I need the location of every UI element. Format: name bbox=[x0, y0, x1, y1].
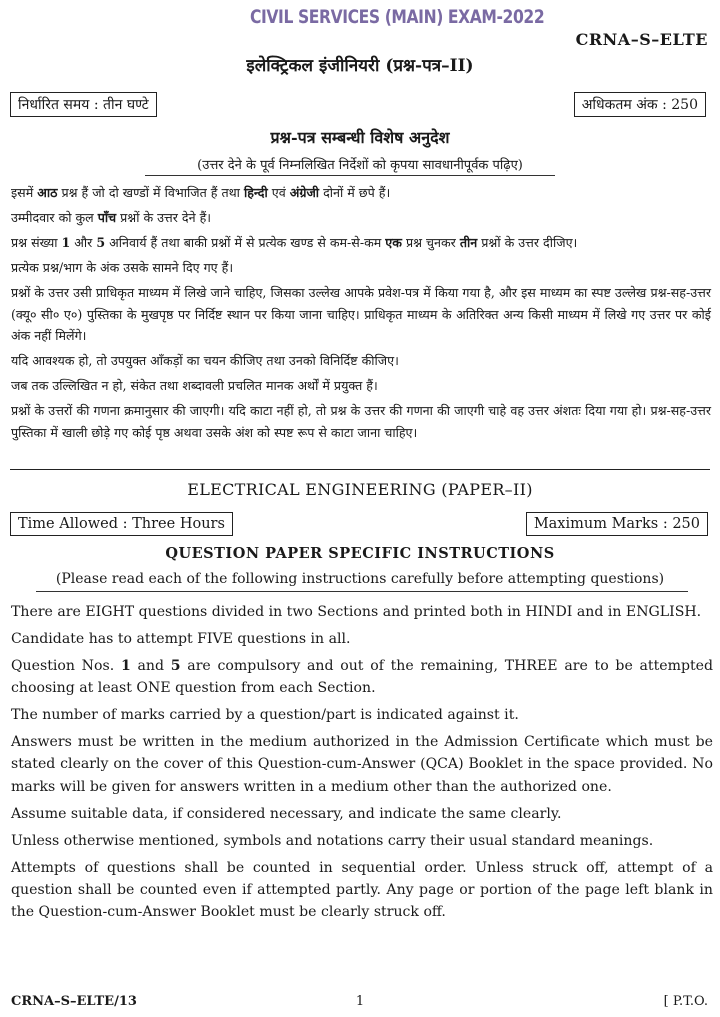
please-turn-over: [ P.T.O. bbox=[663, 994, 708, 1009]
english-instructions-subheading: (Please read each of the following instructions carefully before attempting questions) bbox=[55, 571, 665, 587]
hindi-instructions-subheading: (उत्तर देने के पूर्व निम्नलिखित निर्देशों को कृपया सावधानीपूर्वक पढ़िए) bbox=[197, 158, 523, 173]
paper-code: CRNA–S–ELTE bbox=[575, 30, 708, 49]
hindi-instruction-1: इसमें आठ प्रश्न हैं जो दो खण्डों में विभाजित हैं तथा हिन्दी एवं अंग्रेजी दोनों में छपे हैं। bbox=[11, 185, 391, 200]
english-instructions-heading: QUESTION PAPER SPECIFIC INSTRUCTIONS bbox=[165, 545, 555, 562]
footer-paper-code: CRNA–S–ELTE/13 bbox=[11, 994, 137, 1009]
english-instructions bbox=[11, 601, 713, 928]
hindi-instruction-6: यदि आवश्यक हो, तो उपयुक्त आँकड़ों का चयन कीजिए तथा उनको विनिर्दिष्ट कीजिए। bbox=[11, 353, 399, 369]
english-instruction-5: Answers must be written in the medium authorized in the Admission Certificate which must be stated clearly on the cover of this Question-cum-Answer (QCA) Booklet in the space provided. No marks will be given for answers written in a medium other than the authorized one. bbox=[11, 734, 713, 795]
english-instruction-3: Question Nos. 1 and 5 are compulsory and out of the remaining, THREE are to be attempted choosing at least ONE question from each Section. bbox=[11, 657, 714, 697]
english-max-marks: Maximum Marks : 250 bbox=[526, 512, 708, 536]
hindi-instruction-8: प्रश्नों के उत्तरों की गणना क्रमानुसार की जाएगी। यदि काटा नहीं हो, तो प्रश्न के उत्तर की गणना की जाएगी चाहे वह उत्तर अंशतः दिया गया हो। प्रश्न-सह-उत्तर पुस्तिका में खाली छोड़े गए कोई पृष्ठ अथवा उसके अंश को स्पष्ट रूप से काटा जाना चाहिए। bbox=[11, 403, 711, 441]
english-instruction-4: The number of marks carried by a question/part is indicated against it. bbox=[11, 707, 519, 724]
english-instruction-7: Unless otherwise mentioned, symbols and notations carry their usual standard meanings. bbox=[11, 832, 654, 849]
section-divider bbox=[10, 469, 710, 470]
hindi-time-allowed: निर्धारित समय : तीन घण्टे bbox=[10, 92, 157, 117]
hindi-instruction-7: जब तक उल्लिखित न हो, संकेत तथा शब्दावली प्रचलित मानक अर्थों में प्रयुक्त हैं। bbox=[11, 378, 378, 394]
hindi-instruction-3: प्रश्न संख्या 1 और 5 अनिवार्य हैं तथा बाकी प्रश्नों में से प्रत्येक खण्ड से कम-से-कम एक प्रश्न चुनकर तीन प्रश्नों के उत्तर दीजिए। bbox=[11, 234, 578, 250]
english-instruction-8: Attempts of questions shall be counted in sequential order. Unless struck off, attempt of a question shall be counted even if attempted partly. Any page or portion of the page left blank in the Question-cum-Answer Booklet must be clearly struck off. bbox=[11, 859, 713, 921]
hindi-subheading-underline bbox=[145, 175, 555, 176]
exam-stamp: CIVIL SERVICES (MAIN) EXAM-2022 bbox=[250, 6, 545, 28]
hindi-instructions bbox=[11, 182, 711, 447]
hindi-paper-title: इलेक्ट्रिकल इंजीनियरी (प्रश्न-पत्र–II) bbox=[246, 56, 474, 76]
hindi-instruction-5: प्रश्नों के उत्तर उसी प्राधिकृत माध्यम में लिखे जाने चाहिए, जिसका उल्लेख आपके प्रवेश-पत्र में किया गया है, और इस माध्यम का स्पष्ट उल्लेख प्रश्न-सह-उत्तर (क्यू० सी० ए०) पुस्तिका के मुखपृष्ठ पर निर्दिष्ट स्थान पर किया जाना चाहिए। प्राधिकृत माध्यम के अतिरिक्त अन्य किसी माध्यम में लिखे गए उत्तर पर कोई अंक नहीं मिलेंगे। bbox=[11, 284, 711, 344]
hindi-max-marks: अधिकतम अंक : 250 bbox=[574, 92, 706, 117]
english-time-allowed: Time Allowed : Three Hours bbox=[10, 512, 233, 536]
page-number: 1 bbox=[355, 994, 365, 1009]
hindi-instruction-4: प्रत्येक प्रश्न/भाग के अंक उसके सामने दिए गए हैं। bbox=[11, 259, 234, 275]
english-instruction-1: There are EIGHT questions divided in two Sections and printed both in HINDI and in ENGLISH. bbox=[11, 604, 702, 620]
hindi-instructions-heading: प्रश्न-पत्र सम्बन्धी विशेष अनुदेश bbox=[270, 128, 450, 147]
english-subheading-underline bbox=[36, 591, 688, 592]
english-instruction-2: Candidate has to attempt FIVE questions in all. bbox=[11, 630, 351, 647]
hindi-instruction-2: उम्मीदवार को कुल पाँच प्रश्नों के उत्तर देने हैं। bbox=[11, 209, 212, 225]
english-instruction-6: Assume suitable data, if considered necessary, and indicate the same clearly. bbox=[11, 805, 562, 822]
english-paper-title: ELECTRICAL ENGINEERING (PAPER–II) bbox=[187, 480, 533, 499]
